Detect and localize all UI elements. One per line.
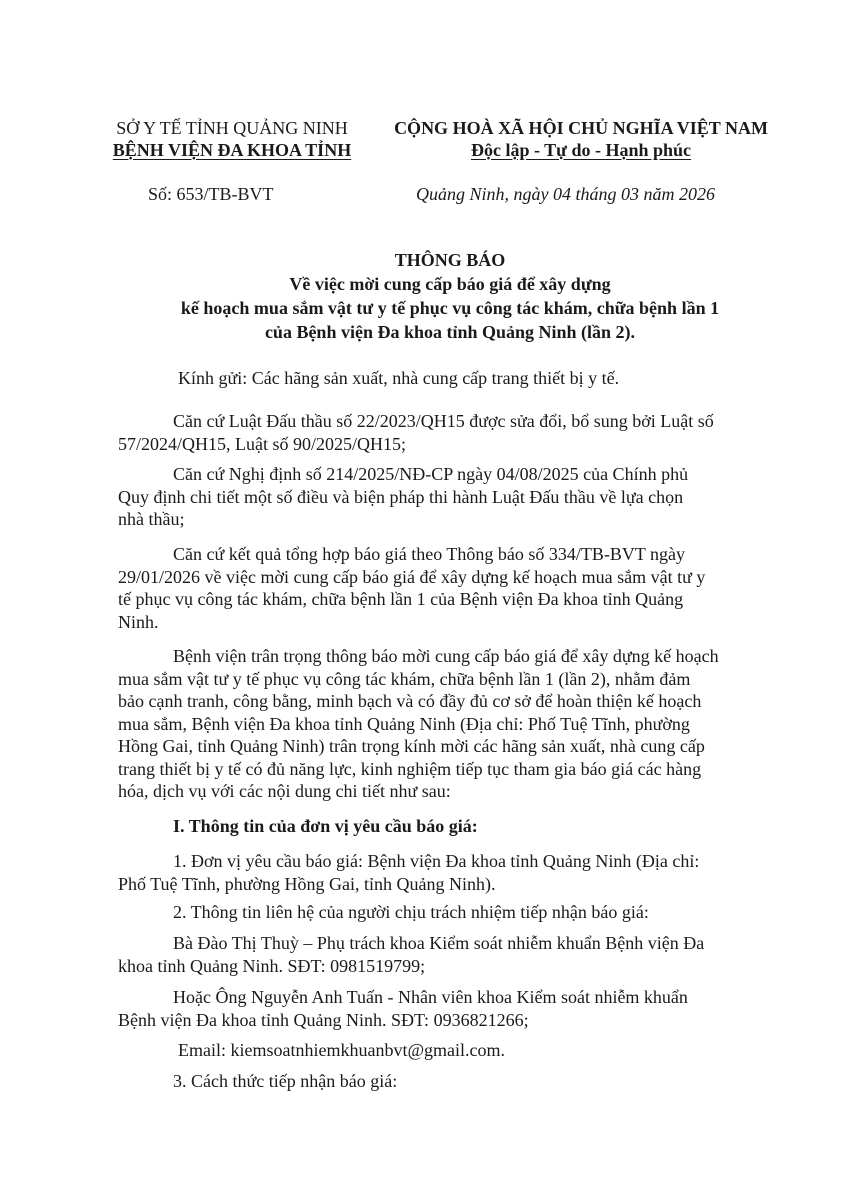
national-motto-block — [376, 117, 786, 161]
contact-email: Email: kiemsoatnhiemkhuanbvt@gmail.com. — [178, 1040, 506, 1060]
paragraph-line: nhà thầu; — [118, 509, 185, 529]
section-1-item-2: 2. Thông tin liên hệ của người chịu trách nhiệm tiếp nhận báo giá: — [173, 902, 649, 922]
paragraph-line: 57/2024/QH15, Luật số 90/2025/QH15; — [118, 433, 406, 454]
legal-basis-paragraph-1 — [118, 410, 753, 455]
paragraph-line: Hồng Gai, tỉnh Quảng Ninh) trân trọng kính mời các hãng sản xuất, nhà cung cấp — [118, 736, 705, 756]
issuer-hospital: BỆNH VIỆN ĐA KHOA TỈNH — [112, 140, 352, 160]
paragraph-line: Hoặc Ông Nguyễn Anh Tuấn - Nhân viên khoa Kiểm soát nhiễm khuẩn — [173, 987, 688, 1007]
paragraph-line: Bệnh viện Đa khoa tỉnh Quảng Ninh. SĐT: 0936821266; — [118, 1009, 529, 1030]
paragraph-line: 1. Đơn vị yêu cầu báo giá: Bệnh viện Đa khoa tỉnh Quảng Ninh (Địa chỉ: — [173, 851, 700, 871]
invitation-paragraph — [118, 645, 753, 803]
paragraph-line: mua sắm, Bệnh viện Đa khoa tỉnh Quảng Ninh (Địa chỉ: Phố Tuệ Tĩnh, phường — [118, 713, 690, 734]
paragraph-line: Căn cứ Nghị định số 214/2025/NĐ-CP ngày 04/08/2025 của Chính phủ — [173, 464, 689, 484]
place-date: Quảng Ninh, ngày 04 tháng 03 năm 2026 — [416, 184, 715, 204]
document-subtitle-1: Về việc mời cung cấp báo giá để xây dựng — [289, 274, 611, 294]
recipient-line: Kính gửi: Các hãng sản xuất, nhà cung cấp trang thiết bị y tế. — [178, 368, 620, 388]
document-subtitle-2: kế hoạch mua sắm vật tư y tế phục vụ công tác khám, chữa bệnh lần 1 — [180, 298, 720, 318]
contact-person-1 — [118, 932, 753, 977]
paragraph-line: 29/01/2026 về việc mời cung cấp báo giá để xây dựng kế hoạch mua sắm vật tư y — [118, 566, 706, 587]
legal-basis-paragraph-3 — [118, 543, 753, 633]
national-motto: Độc lập - Tự do - Hạnh phúc — [470, 140, 692, 160]
issuer-department: SỞ Y TẾ TỈNH QUẢNG NINH — [116, 118, 348, 138]
document-subtitle-3: của Bệnh viện Đa khoa tỉnh Quảng Ninh (lần 2). — [264, 322, 636, 342]
section-1-heading: I. Thông tin của đơn vị yêu cầu báo giá: — [173, 816, 478, 836]
paragraph-line: Bệnh viện trân trọng thông báo mời cung cấp báo giá để xây dựng kế hoạch — [173, 646, 719, 666]
paragraph-line: Phố Tuệ Tĩnh, phường Hồng Gai, tỉnh Quảng Ninh). — [118, 873, 496, 894]
document-title: THÔNG BÁO — [394, 250, 506, 270]
paragraph-line: mua sắm vật tư y tế phục vụ công tác khám, chữa bệnh lần 1 (lần 2), nhằm đảm — [118, 668, 691, 689]
document-number: Số: 653/TB-BVT — [148, 184, 274, 204]
issuer-block — [92, 117, 372, 161]
paragraph-line: Quy định chi tiết một số điều và biện pháp thi hành Luật Đấu thầu về lựa chọn — [118, 486, 684, 507]
paragraph-line: khoa tỉnh Quảng Ninh. SĐT: 0981519799; — [118, 955, 426, 976]
paragraph-line: tế phục vụ công tác khám, chữa bệnh lần 1 của Bệnh viện Đa khoa tỉnh Quảng — [118, 589, 684, 609]
legal-basis-paragraph-2 — [118, 463, 753, 531]
paragraph-line: trang thiết bị y tế có đủ năng lực, kinh nghiệm tiếp tục tham gia báo giá các hàng — [118, 758, 702, 779]
paragraph-line: bảo cạnh tranh, công bằng, minh bạch và có đầy đủ cơ sở để hoàn thiện kế hoạch — [118, 691, 702, 711]
paragraph-line: Bà Đào Thị Thuỳ – Phụ trách khoa Kiểm soát nhiễm khuẩn Bệnh viện Đa — [173, 933, 705, 953]
contact-person-2 — [118, 986, 753, 1031]
paragraph-line: hóa, dịch vụ với các nội dung chi tiết như sau: — [118, 781, 451, 801]
section-1-item-1 — [118, 850, 753, 895]
section-1-item-3: 3. Cách thức tiếp nhận báo giá: — [173, 1071, 398, 1091]
paragraph-line: Căn cứ kết quả tổng hợp báo giá theo Thông báo số 334/TB-BVT ngày — [173, 544, 686, 564]
paragraph-line: Căn cứ Luật Đấu thầu số 22/2023/QH15 được sửa đổi, bổ sung bởi Luật số — [173, 411, 714, 431]
national-title: CỘNG HOÀ XÃ HỘI CHỦ NGHĨA VIỆT NAM — [394, 118, 768, 138]
paragraph-line: Ninh. — [118, 611, 159, 632]
